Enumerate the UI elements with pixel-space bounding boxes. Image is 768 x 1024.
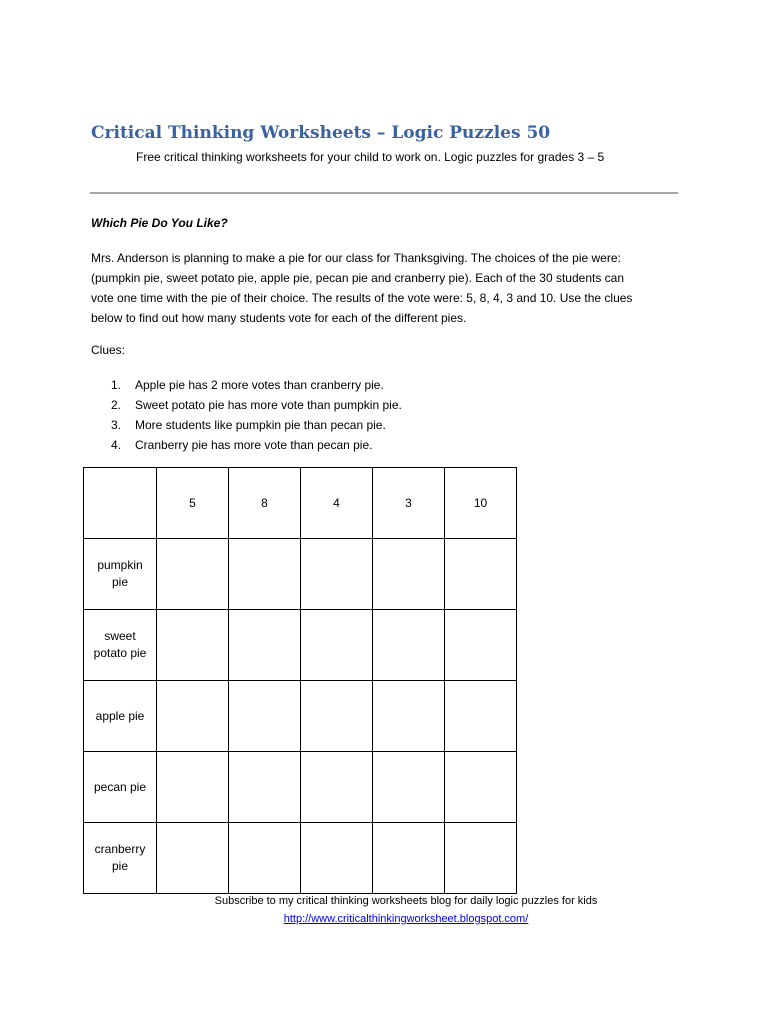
grid-cell[interactable] — [157, 752, 229, 823]
grid-cell[interactable] — [229, 823, 301, 894]
clue-item — [111, 375, 402, 395]
description-line: Mrs. Anderson is planning to make a pie for our class for Thanksgiving. The choices of the pie were: — [91, 251, 621, 265]
blog-link[interactable]: http://www.criticalthinkingworksheet.blogspot.com/ — [283, 913, 529, 925]
grid-cell[interactable] — [157, 823, 229, 894]
grid-row — [84, 681, 517, 752]
grid-row — [84, 610, 517, 681]
grid-cell[interactable] — [301, 752, 373, 823]
grid-cell[interactable] — [157, 610, 229, 681]
clue-text: More students like pumpkin pie than pecan pie. — [135, 418, 386, 432]
page-title: Critical Thinking Worksheets – Logic Puzzles 50 — [91, 123, 551, 143]
clues-label: Clues: — [91, 343, 126, 357]
page-footer — [0, 892, 768, 928]
grid-row — [84, 752, 517, 823]
grid-column-header: 10 — [445, 468, 517, 539]
grid-row-label — [84, 681, 157, 752]
clue-item — [111, 415, 402, 435]
grid-column-header: 3 — [373, 468, 445, 539]
clues-list — [111, 375, 402, 455]
header-divider — [90, 192, 678, 194]
row-label-text: pecan pie — [93, 779, 147, 794]
grid-cell[interactable] — [229, 539, 301, 610]
grid-cell[interactable] — [229, 752, 301, 823]
clue-item — [111, 395, 402, 415]
clue-number: 1. — [111, 378, 122, 392]
grid-cell[interactable] — [445, 539, 517, 610]
grid-header-row — [84, 468, 517, 539]
grid-cell[interactable] — [229, 681, 301, 752]
clue-number: 3. — [111, 418, 122, 432]
grid-cell[interactable] — [373, 823, 445, 894]
grid-cell[interactable] — [373, 610, 445, 681]
grid-corner-cell — [84, 468, 157, 539]
grid-cell[interactable] — [445, 681, 517, 752]
grid-cell[interactable] — [301, 610, 373, 681]
grid-column-header: 8 — [229, 468, 301, 539]
grid-row-label — [84, 752, 157, 823]
clue-item — [111, 435, 402, 455]
grid-cell[interactable] — [157, 539, 229, 610]
description-line: (pumpkin pie, sweet potato pie, apple pie, pecan pie and cranberry pie). Each of the 30 students can — [91, 271, 625, 285]
grid-cell[interactable] — [373, 681, 445, 752]
logic-grid — [83, 467, 517, 894]
clue-text: Sweet potato pie has more vote than pumpkin pie. — [135, 398, 402, 412]
description-line: vote one time with the pie of their choice. The results of the vote were: 5, 8, 4, 3 and 10. Use the clues — [91, 291, 633, 305]
puzzle-description — [91, 248, 691, 328]
grid-row-label — [84, 610, 157, 681]
grid-row — [84, 823, 517, 894]
grid-row — [84, 539, 517, 610]
grid-cell[interactable] — [301, 823, 373, 894]
grid-cell[interactable] — [445, 752, 517, 823]
grid-cell[interactable] — [157, 681, 229, 752]
clue-number: 4. — [111, 438, 122, 452]
grid-row-label — [84, 539, 157, 610]
grid-cell[interactable] — [445, 610, 517, 681]
description-line: below to find out how many students vote for each of the different pies. — [91, 311, 467, 325]
grid-column-header: 4 — [301, 468, 373, 539]
row-label-text: sweet potato pie — [93, 629, 147, 660]
clue-number: 2. — [111, 398, 122, 412]
clue-text: Apple pie has 2 more votes than cranberry pie. — [135, 378, 384, 392]
row-label-text: pumpkin pie — [97, 558, 143, 589]
grid-cell[interactable] — [373, 752, 445, 823]
page-subtitle: Free critical thinking worksheets for your child to work on. Logic puzzles for grades 3 – 5 — [136, 150, 605, 164]
grid-cell[interactable] — [229, 610, 301, 681]
clue-text: Cranberry pie has more vote than pecan pie. — [135, 438, 373, 452]
subscribe-text: Subscribe to my critical thinking worksheets blog for daily logic puzzles for kids — [214, 895, 598, 907]
row-label-text: apple pie — [95, 708, 145, 723]
grid-cell[interactable] — [301, 681, 373, 752]
grid-cell[interactable] — [373, 539, 445, 610]
grid-cell[interactable] — [445, 823, 517, 894]
grid-cell[interactable] — [301, 539, 373, 610]
puzzle-heading: Which Pie Do You Like? — [91, 216, 228, 230]
grid-column-header: 5 — [157, 468, 229, 539]
row-label-text: cranberry pie — [94, 842, 146, 873]
grid-row-label — [84, 823, 157, 894]
